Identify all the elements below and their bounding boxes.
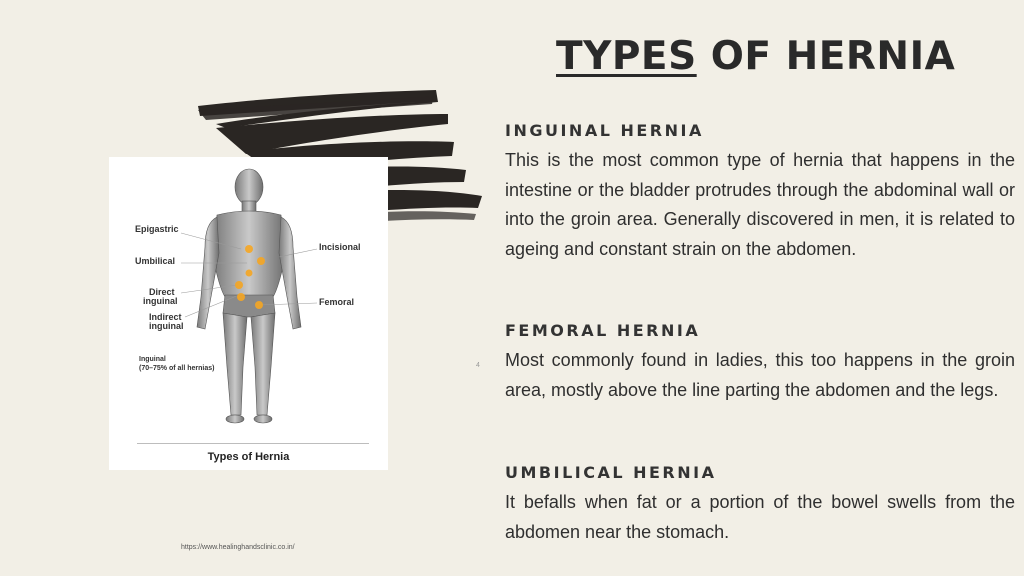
figure-divider: [137, 443, 369, 444]
source-url: https://www.healinghandsclinic.co.in/: [181, 544, 295, 551]
label-epigastric: Epigastric: [135, 224, 179, 234]
section-heading: FEMORAL HERNIA: [505, 321, 701, 340]
section-umbilical: [505, 460, 1015, 547]
section-heading: INGUINAL HERNIA: [505, 121, 704, 140]
section-body: It befalls when fat or a portion of the bowel swells from the abdomen near the stomach.: [505, 492, 1015, 542]
page-number: 4: [476, 362, 480, 369]
label-direct-2: inguinal: [143, 296, 178, 306]
section-femoral: [505, 318, 1015, 405]
section-body: Most commonly found in ladies, this too happens in the groin area, mostly above the line parting the abdomen and the legs.: [505, 350, 1015, 400]
title-highlight: TYPES: [556, 34, 697, 79]
title-rest: OF HERNIA: [696, 34, 956, 79]
label-femoral: Femoral: [319, 297, 355, 307]
section-heading: UMBILICAL HERNIA: [505, 463, 717, 482]
section-body: This is the most common type of hernia that happens in the intestine or the bladder protrudes through the abdominal wall or into the groin area. Generally discovered in men, it is related to ageing and constant strain on the abdomen.: [505, 150, 1015, 259]
label-indirect-1: Indirect: [149, 312, 182, 322]
label-umbilical: Umbilical: [135, 256, 176, 266]
figure-note-line2: (70–75% of all hernias): [139, 365, 215, 372]
slide-title: [556, 34, 955, 79]
label-indirect-2: inguinal: [149, 321, 184, 331]
figure-note: [139, 355, 214, 373]
section-inguinal: [505, 118, 1015, 264]
label-incisional: Incisional: [319, 242, 361, 252]
label-direct-1: Direct: [149, 287, 175, 297]
hernia-figure: [109, 157, 388, 470]
figure-note-line1: Inguinal: [139, 356, 166, 363]
figure-caption: Types of Hernia: [207, 451, 290, 463]
